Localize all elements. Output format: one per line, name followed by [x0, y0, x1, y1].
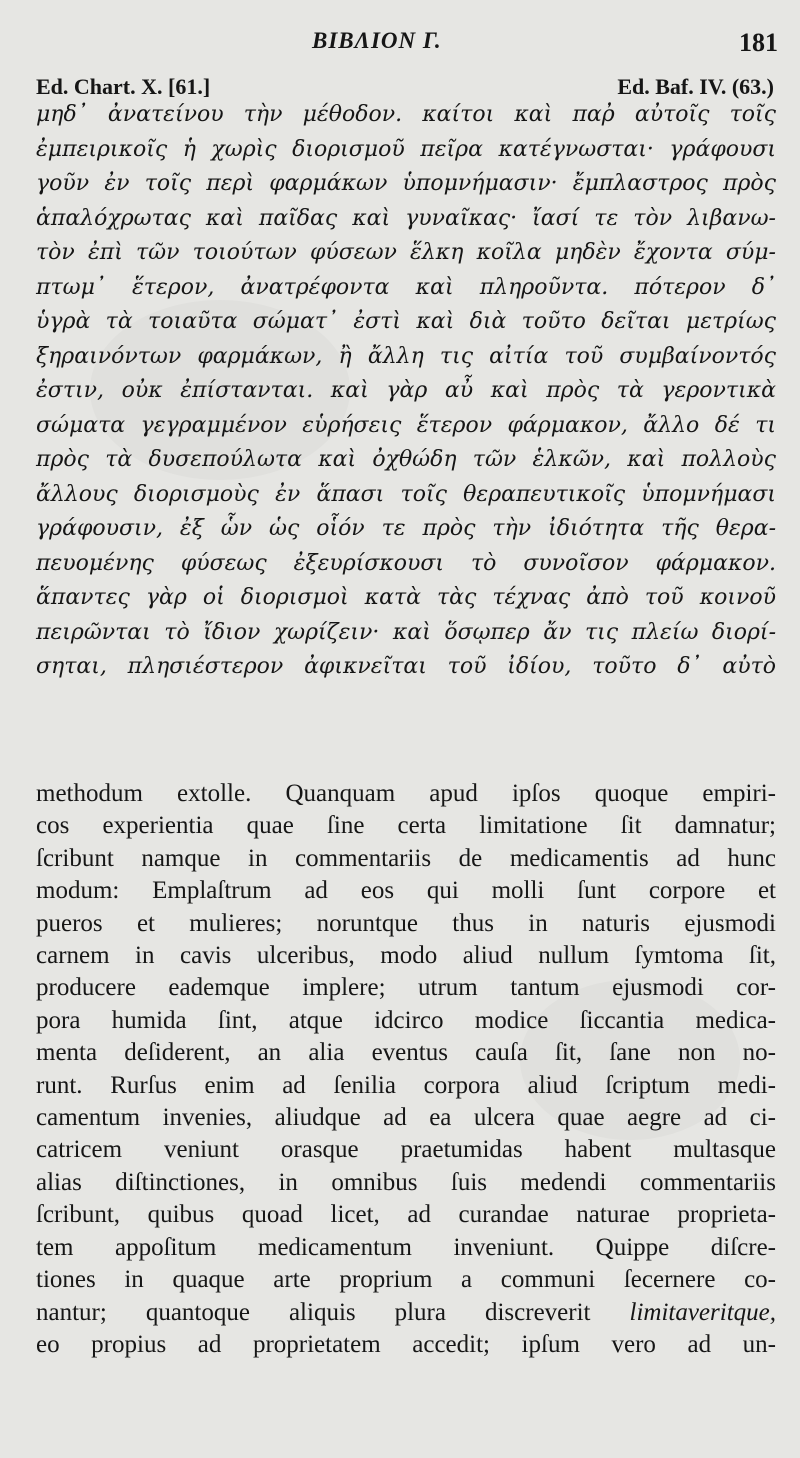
greek-line: σηται, πλησιέστερον ἀφικνεῖται τοῦ ἰδίου, τοῦτο δ᾽ αὐτὸ	[36, 654, 776, 679]
greek-line: πειρῶνται τὸ ἴδιον χωρίζειν· καὶ ὅσῳπερ ἄν τις πλείω διορί-	[36, 619, 776, 645]
greek-line: γράφουσιν, ἐξ ὧν ὡς οἷόν τε πρὸς τὴν ἰδιότητα τῆς θερα-	[36, 516, 776, 541]
greek-line: ἐμπειρικοῖς ἡ χωρὶς διορισμοῦ πεῖρα κατέγνωσται· γράφουσι	[36, 136, 776, 162]
latin-line: ſcribunt namque in commentariis de medicamentis ad hunc	[36, 844, 776, 872]
page-number: 181	[739, 28, 778, 57]
latin-line: menta deſiderent, an alia eventus cauſa ſit, ſane non no-	[36, 1039, 776, 1067]
latin-line	[36, 1297, 776, 1329]
greek-line: μηδ᾽ ἀνατείνου τὴν μέθοδον. καίτοι καὶ παῤ αὐτοῖς τοῖς	[36, 102, 776, 127]
latin-line: tiones in quaque arte proprium a communi ſecernere co-	[36, 1266, 776, 1294]
latin-line: tem appoſitum medicamentum inveniunt. Quippe diſcre-	[36, 1233, 776, 1261]
greek-line: τὸν ἐπὶ τῶν τοιούτων φύσεων ἕλκη κοῖλα μηδὲν ἔχοντα σύμ-	[36, 240, 776, 265]
greek-line: ἅπαντες γὰρ οἱ διορισμοὶ κατὰ τὰς τέχνας ἀπὸ τοῦ κοινοῦ	[36, 585, 776, 610]
latin-line: pueros et mulieres; noruntque thus in naturis ejusmodi	[36, 909, 776, 937]
greek-line: ἄλλους διορισμοὺς ἐν ἅπασι τοῖς θεραπευτικοῖς ὑπομνήμασι	[36, 481, 776, 507]
latin-text-block	[36, 778, 776, 1361]
latin-line: carnem in cavis ulceribus, modo aliud nullum ſymtoma ſit,	[36, 942, 776, 970]
page-header	[0, 20, 800, 60]
greek-line: πρὸς τὰ δυσεπούλωτα καὶ ὀχθώδη τῶν ἑλκῶν, καὶ πολλοὺς	[36, 447, 776, 472]
greek-line: σώματα γεγραμμένον εὑρήσεις ἕτερον φάρμακον, ἄλλο δέ τι	[36, 412, 776, 438]
greek-line: πευομένης φύσεως ἐξευρίσκουσι τὸ συνοῖσον φάρμακον.	[36, 550, 776, 576]
latin-italic-word: limitaveritque,	[629, 1298, 776, 1326]
greek-line: πτωμ᾽ ἕτερον, ἀνατρέφοντα καὶ πληροῦντα. πότερον δ᾽	[36, 274, 776, 300]
greek-text-block	[36, 98, 776, 685]
latin-line: ſcribunt, quibus quoad licet, ad curandae naturae proprieta-	[36, 1201, 776, 1229]
greek-line: ἐστιν, οὐκ ἐπίστανται. καὶ γὰρ αὖ καὶ πρὸς τὰ γεροντικὰ	[36, 378, 776, 403]
edition-basel-reference: Ed. Baf. IV. (63.)	[617, 74, 774, 99]
latin-line: catricem veniunt orasque praetumidas habent multasque	[36, 1136, 776, 1164]
latin-line: cos experientia quae ſine certa limitatione ſit damnatur;	[36, 812, 776, 840]
latin-line: alias diſtinctiones, in omnibus ſuis medendi commentariis	[36, 1168, 776, 1196]
greek-line: ὑγρὰ τὰ τοιαῦτα σώματ᾽ ἐστὶ καὶ διὰ τοῦτο δεῖται μετρίως	[36, 309, 776, 334]
latin-line: eo propius ad proprietatem accedit; ipſum vero ad un-	[36, 1330, 776, 1358]
edition-chart-reference: Ed. Chart. X. [61.]	[36, 74, 211, 99]
latin-line: runt. Rurſus enim ad ſenilia corpora aliud ſcriptum medi-	[36, 1071, 776, 1099]
greek-line: ἁπαλόχρωτας καὶ παῖδας καὶ γυναῖκας· ἴασί τε τὸν λιβανω-	[36, 205, 776, 231]
latin-lines	[36, 778, 776, 1297]
greek-line: ξηραινόντων φαρμάκων, ἢ ἄλλη τις αἰτία τοῦ συμβαίνοντός	[36, 343, 776, 369]
latin-line: camentum invenies, aliudque ad ea ulcera quae aegre ad ci-	[36, 1104, 776, 1132]
latin-line: pora humida ſint, atque idcirco modice ſiccantia medica-	[36, 1006, 776, 1034]
running-title: ΒΙΒΛΙΟΝ Γ.	[312, 28, 442, 53]
latin-line: modum: Emplaſtrum ad eos qui molli ſunt corpore et	[36, 877, 776, 905]
greek-line: γοῦν ἐν τοῖς περὶ φαρμάκων ὑπομνήμασιν· ἔμπλαστρος πρὸς	[36, 171, 776, 196]
latin-line-text: nantur; quantoque aliquis plura discreverit	[36, 1298, 630, 1326]
latin-line: producere eademque implere; utrum tantum ejusmodi cor-	[36, 974, 776, 1002]
latin-line: methodum extolle. Quanquam apud ipſos quoque empiri-	[36, 780, 776, 807]
